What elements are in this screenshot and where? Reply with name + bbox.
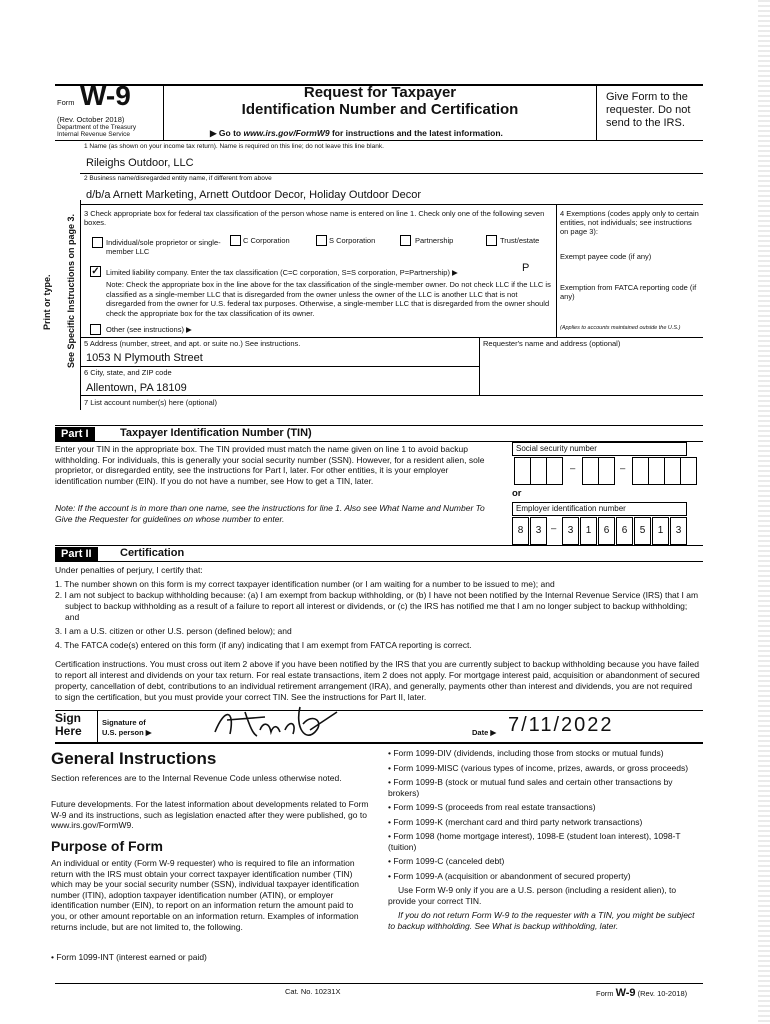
line6-label: 6 City, state, and ZIP code bbox=[84, 368, 172, 377]
header-divider-right bbox=[596, 84, 597, 140]
use-form-text: Use Form W-9 only if you are a U.S. person (including a resident alien), to provide your correct TIN. bbox=[388, 885, 677, 906]
line1-rule bbox=[80, 173, 703, 174]
ein-digit-1[interactable]: 8 bbox=[512, 517, 529, 545]
line6-city-field[interactable]: Allentown, PA 18109 bbox=[86, 382, 187, 394]
requester-divider bbox=[479, 337, 480, 395]
header-divider-left bbox=[163, 84, 164, 140]
fatca-label: Exemption from FATCA reporting code (if any) bbox=[560, 283, 697, 301]
ein-digit-4[interactable]: 3 bbox=[562, 517, 579, 545]
ein-digit-5[interactable]: 1 bbox=[580, 517, 597, 545]
cert-item-4: 4. The FATCA code(s) entered on this form (if any) indicating that I am exempt from FATCA reporting is correct. bbox=[55, 640, 472, 650]
bullet-1099-misc: • Form 1099-MISC (various types of income, prizes, awards, or gross proceeds) bbox=[388, 762, 689, 773]
bullet-1098: • Form 1098 (home mortgage interest), 1098-E (student loan interest), 1098-T (tuition) bbox=[388, 831, 681, 852]
ein-digit-9[interactable]: 1 bbox=[652, 517, 669, 545]
give-form-note: Give Form to the requester. Do not send to the IRS. bbox=[606, 91, 691, 129]
purpose-heading: Purpose of Form bbox=[51, 838, 164, 854]
footer-form: Form W-9 (Rev. 10-2018) bbox=[596, 987, 688, 999]
checkbox-s-corp[interactable] bbox=[316, 235, 327, 246]
ssn-digit-2[interactable] bbox=[530, 457, 547, 485]
line3-right-divider bbox=[556, 204, 557, 338]
dept: Department of the Treasury bbox=[57, 124, 137, 131]
general-p1: Section references are to the Internal Revenue Code unless otherwise noted. bbox=[51, 773, 342, 783]
checkbox-partnership[interactable] bbox=[400, 235, 411, 246]
cert-item-3: 3. I am a U.S. citizen or other U.S. person (defined below); and bbox=[55, 626, 292, 636]
italic-note: If you do not return Form W-9 to the requester with a TIN, you might be subject to backup withholding. See What is backup withholding, later. bbox=[388, 910, 695, 931]
cert-item-2: 2. I am not subject to backup withholding because: (a) I am exempt from backup withholding, or (b) I have not been notified by the Internal Revenue Service (IRS) that I am subject to backup withholding as a result of a failure to report all interest or dividends, or (c) the IRS has notified me that I am no longer subject to backup withholding; and bbox=[55, 590, 699, 622]
line7-label: 7 List account number(s) here (optional) bbox=[84, 398, 217, 407]
header-bottom-rule bbox=[55, 140, 703, 141]
footer-rule bbox=[55, 983, 703, 984]
part2-title: Certification bbox=[120, 547, 185, 559]
signature-field[interactable] bbox=[205, 702, 340, 744]
purpose-text: An individual or entity (Form W-9 requester) who is required to file an information return with the IRS must obtain your correct taxpayer identification number (TIN) which may be your social security number (SSN), individual taxpayer identification number (ITIN), adoption taxpayer identification number (ATIN), or employer identification number (EIN), to report on an information return the amount paid to you, or other amount reportable on an information return. Examples of information returns include, but are not limited to, the following. bbox=[51, 858, 360, 932]
ein-digit-8[interactable]: 5 bbox=[634, 517, 651, 545]
ein-separator: – bbox=[551, 523, 557, 534]
checkbox-c-corp[interactable] bbox=[230, 235, 241, 246]
checkbox-individual[interactable] bbox=[92, 237, 103, 248]
bullet-1099-a: • Form 1099-A (acquisition or abandonment of secured property) bbox=[388, 870, 631, 881]
date-label: Date ▶ bbox=[472, 728, 497, 737]
ein-digit-6[interactable]: 6 bbox=[598, 517, 615, 545]
line2-business-field[interactable]: d/b/a Arnett Marketing, Arnett Outdoor Decor, Holiday Outdoor Decor bbox=[86, 189, 422, 201]
label-trust: Trust/estate bbox=[500, 236, 540, 245]
goto-url[interactable]: www.irs.gov/FormW9 bbox=[243, 128, 330, 138]
ein-digit-2[interactable]: 3 bbox=[530, 517, 547, 545]
part2-intro: Under penalties of perjury, I certify that: bbox=[55, 565, 203, 575]
form-word: Form bbox=[57, 98, 75, 107]
line7-rule bbox=[55, 425, 703, 426]
right-column bbox=[388, 748, 703, 931]
line4-label: 4 Exemptions (codes apply only to certain entities, not individuals; see instructions on page 3): bbox=[560, 209, 699, 236]
title-line-1: Request for Taxpayer bbox=[303, 84, 457, 101]
title-line-2: Identification Number and Certification bbox=[241, 101, 519, 118]
side-instructions-label: See Specific Instructions on page 3. bbox=[66, 213, 76, 368]
side-print-label: Print or type. bbox=[42, 274, 52, 330]
date-field[interactable]: 7/11/2022 bbox=[508, 714, 614, 736]
ssn-digit-1[interactable] bbox=[514, 457, 531, 485]
general-p2: Future developments. For the latest information about developments related to Form W-9 and its instructions, such as legislation enacted after they were published, go to www.irs.gov/FormW9. bbox=[51, 799, 369, 830]
ssn-digit-5[interactable] bbox=[598, 457, 615, 485]
checkbox-llc[interactable]: ✓ bbox=[91, 266, 100, 277]
bullet-1099-b: • Form 1099-B (stock or mutual fund sales and certain other transactions by brokers) bbox=[388, 777, 673, 798]
line5-label: 5 Address (number, street, and apt. or suite no.) See instructions. bbox=[84, 339, 301, 348]
label-partnership: Partnership bbox=[415, 236, 454, 245]
llc-note: Note: Check the appropriate box in the line above for the tax classification of the single-member owner. Do not check LLC if the LLC is classified as a single-member LLC that is disregarded from the owner unless the owner of the LLC is another LLC that is not disregarded from the owner for U.S. federal tax purposes. Otherwise, a single-member LLC that is disregarded from the owner should check the appropriate box for the tax classification of its owner. bbox=[106, 280, 551, 318]
label-llc: Limited liability company. Enter the tax classification (C=C corporation, S=S corporation, P=Partnership) ▶ bbox=[106, 268, 458, 277]
bullet-1099-int: • Form 1099-INT (interest earned or paid) bbox=[51, 952, 207, 962]
irs: Internal Revenue Service bbox=[57, 131, 130, 138]
general-heading: General Instructions bbox=[51, 749, 217, 768]
part1-note: Note: If the account is in more than one name, see the instructions for line 1. Also see What Name and Number To Give the Requester for guidelines on whose number to enter. bbox=[55, 503, 485, 524]
form-number: W-9 bbox=[80, 80, 131, 111]
sign-top-rule bbox=[55, 710, 703, 711]
llc-classification-field[interactable]: P bbox=[522, 262, 530, 274]
line3-bottom-rule bbox=[80, 337, 703, 338]
checkbox-other[interactable] bbox=[90, 324, 101, 335]
bullet-1099-k: • Form 1099-K (merchant card and third party network transactions) bbox=[388, 816, 643, 827]
part1-title: Taxpayer Identification Number (TIN) bbox=[120, 427, 312, 439]
rev-date: (Rev. October 2018) bbox=[57, 115, 125, 124]
ssn-digit-7[interactable] bbox=[648, 457, 665, 485]
sign-divider bbox=[97, 710, 98, 742]
bullet-1099-c: • Form 1099-C (canceled debt) bbox=[388, 856, 505, 866]
line1-name-field[interactable]: Rileighs Outdoor, LLC bbox=[86, 157, 194, 169]
exempt-payee-label: Exempt payee code (if any) bbox=[560, 252, 652, 261]
ssn-digit-9[interactable] bbox=[680, 457, 697, 485]
part2-rule bbox=[55, 561, 703, 562]
side-divider bbox=[80, 200, 81, 410]
part2-tag: Part II bbox=[55, 547, 98, 561]
ssn-digit-6[interactable] bbox=[632, 457, 649, 485]
cert-instructions: Certification instructions. You must cross out item 2 above if you have been notified by the IRS that you are currently subject to backup withholding because you have failed to report all interest and dividends on your tax return. For real estate transactions, item 2 does not apply. For mortgage interest paid, acquisition or abandonment of secured property, cancellation of debt, contributions to an individual retirement arrangement (IRA), and generally, payments other than interest and dividends, you are not required to sign the certification, but you must provide your correct TIN. See the instructions for Part II, later. bbox=[55, 659, 700, 702]
part1-text: Enter your TIN in the appropriate box. The TIN provided must match the name given on line 1 to avoid backup withholding. For individuals, this is generally your social security number (SSN). However, for a resident alien, sole proprietor, or disregarded entity, see the instructions for Part I, later. For other entities, it is your employer identification number (EIN). If you do not have a number, see How to get a TIN, later. bbox=[55, 444, 485, 486]
scan-edge bbox=[758, 0, 770, 1024]
cat-number: Cat. No. 10231X bbox=[285, 987, 341, 996]
ein-label: Employer identification number bbox=[512, 502, 687, 516]
line2-rule bbox=[80, 204, 703, 205]
label-s-corp: S Corporation bbox=[329, 236, 376, 245]
label-other: Other (see instructions) ▶ bbox=[106, 325, 192, 334]
line5-address-field[interactable]: 1053 N Plymouth Street bbox=[86, 352, 203, 364]
signature-label: Signature of U.S. person ▶ bbox=[102, 718, 152, 737]
certification-list bbox=[55, 579, 700, 651]
bullet-1099-s: • Form 1099-S (proceeds from real estate transactions) bbox=[388, 802, 596, 812]
ssn-label: Social security number bbox=[512, 442, 687, 456]
or-label: or bbox=[512, 488, 522, 499]
goto-line: ▶ Go to www.irs.gov/FormW9 for instructions and the latest information. bbox=[210, 128, 503, 138]
line5-rule bbox=[80, 366, 479, 367]
line3-label: 3 Check appropriate box for federal tax classification of the person whose name is entered on line 1. Check only one of the following seven boxes. bbox=[84, 209, 545, 227]
label-individual: Individual/sole proprietor or single-member LLC bbox=[106, 238, 221, 256]
ssn-digit-8[interactable] bbox=[664, 457, 681, 485]
ssn-digit-4[interactable] bbox=[582, 457, 599, 485]
ein-digit-7[interactable]: 6 bbox=[616, 517, 633, 545]
requester-label: Requester's name and address (optional) bbox=[483, 339, 621, 348]
checkbox-trust[interactable] bbox=[486, 235, 497, 246]
line2-label: 2 Business name/disregarded entity name, if different from above bbox=[84, 175, 272, 182]
line6-rule bbox=[80, 395, 703, 396]
line1-label: 1 Name (as shown on your income tax return). Name is required on this line; do not leave this line blank. bbox=[84, 143, 384, 150]
part1-tag: Part I bbox=[55, 427, 95, 441]
ssn-digit-3[interactable] bbox=[546, 457, 563, 485]
cert-item-1: 1. The number shown on this form is my correct taxpayer identification number (or I am waiting for a number to be issued to me); and bbox=[55, 579, 555, 589]
part2-top-rule bbox=[55, 545, 703, 546]
ein-digit-10[interactable]: 3 bbox=[670, 517, 687, 545]
bullet-1099-div: • Form 1099-DIV (dividends, including those from stocks or mutual funds) bbox=[388, 748, 664, 758]
label-c-corp: C Corporation bbox=[243, 236, 290, 245]
fatca-applies-note: (Applies to accounts maintained outside the U.S.) bbox=[560, 325, 681, 331]
sign-bottom-rule bbox=[55, 742, 703, 744]
sign-here-label: Sign Here bbox=[55, 711, 82, 738]
